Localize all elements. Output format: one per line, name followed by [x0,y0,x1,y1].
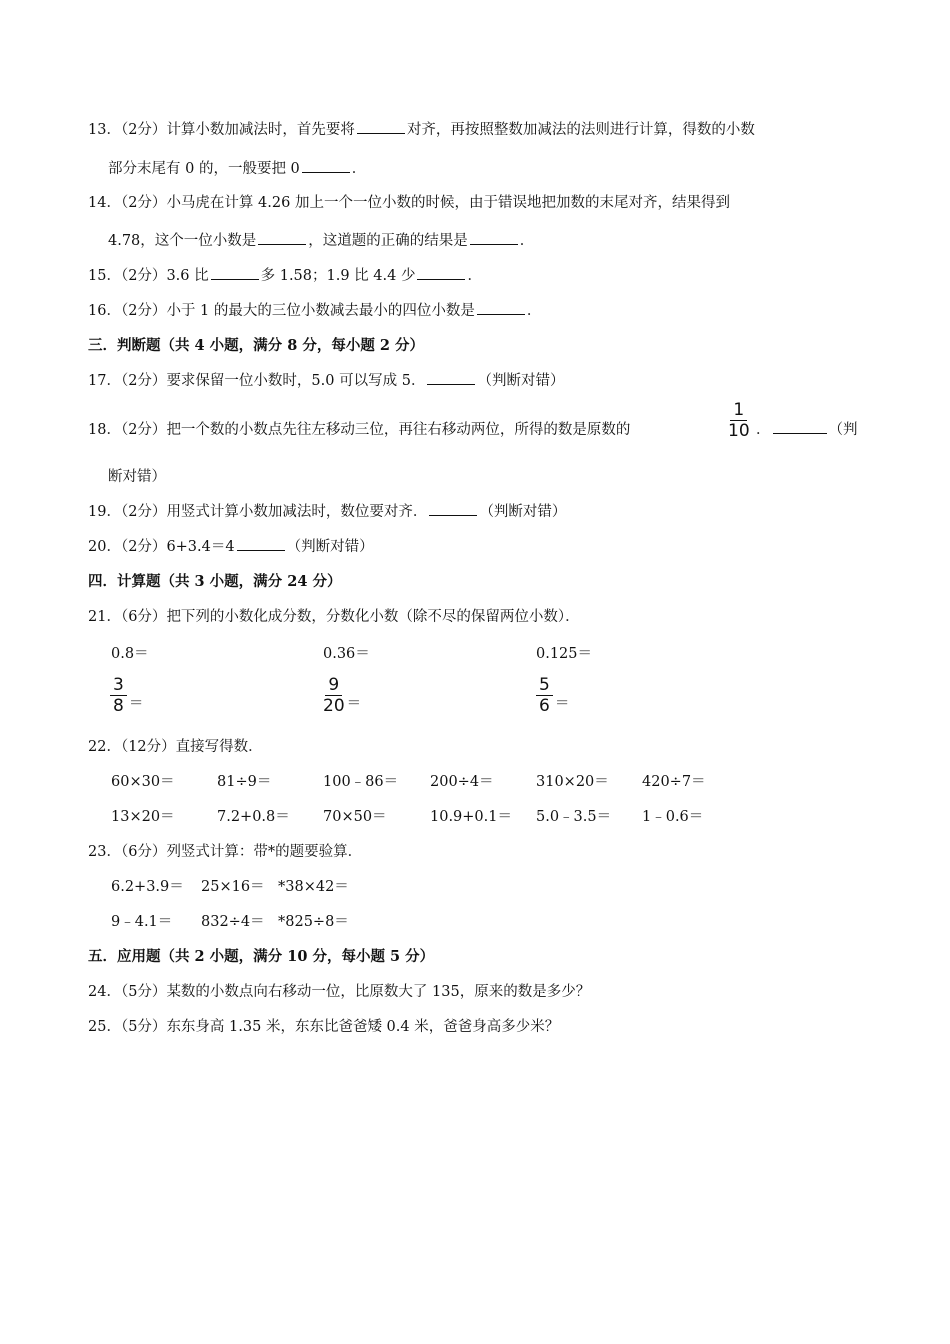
question-17 [88,369,564,390]
question-score: （2分） [120,504,167,520]
fraction-item [323,676,361,715]
answer-blank[interactable] [237,538,285,551]
question-text: 列竖式计算：带*的题要验算． [166,844,363,860]
question-text: ． [351,161,367,177]
question-score: （2分） [120,195,167,211]
question-number: 19． [88,504,121,520]
question-number: 25． [88,1019,121,1035]
answer-blank[interactable] [417,267,465,280]
vertical-calc-item: *38×42＝ [278,879,349,895]
question-number: 23． [88,844,121,860]
question-number: 16． [88,303,121,319]
question-15 [88,264,482,285]
question-text: （判断对错） [479,504,567,520]
question-score: （2分） [120,303,167,319]
question-text: ． [467,268,482,284]
equals-sign: ＝ [128,696,144,712]
fraction [536,676,553,715]
question-text: 某数的小数点向右移动一位，比原数大了 135，原来的数是多少？ [166,984,591,1000]
question-text: 断对错） [108,469,166,485]
vertical-calc-item: 25×16＝ [201,879,265,895]
calc-item: 81÷9＝ [217,774,272,790]
fraction-denominator: 8 [113,696,124,716]
section-heading-4: 四．计算题（共 3 小题，满分 24 分） [88,573,342,590]
question-score: （5分） [120,1019,167,1035]
question-number: 14． [88,195,121,211]
question-text: 对齐，再按照整数加减法的法则进行计算，得数的小数 [406,122,755,138]
question-18 [88,418,630,439]
fraction-denominator: 6 [539,696,550,716]
question-25 [88,1015,559,1036]
question-18-cont [108,465,166,486]
question-text: 要求保留一位小数时，5.0 可以写成 5． [166,373,426,389]
answer-blank[interactable] [302,160,350,173]
fraction-denominator: 20 [323,696,345,716]
question-number: 15． [88,268,121,284]
question-text: ． [756,422,771,438]
question-text: 把一个数的小数点先往左移动三位，再往右移动两位，所得的数是原数的 [166,422,631,438]
question-number: 13． [88,122,121,138]
question-score: （5分） [120,984,167,1000]
question-text: 计算小数加减法时，首先要将 [166,122,355,138]
fraction [323,676,345,715]
vertical-calc-item: 832÷4＝ [201,914,265,930]
question-number: 22． [88,739,121,755]
question-text: 小马虎在计算 4.26 加上一个一位小数的时候，由于错误地把加数的末尾对齐，结果得到 [166,195,730,211]
question-text: 把下列的小数化成分数，分数化小数（除不尽的保留两位小数）． [166,609,580,625]
question-text: ，这道题的正确的结果是 [308,233,468,249]
conversion-item: 0.8＝ [111,646,149,662]
section-heading-5: 五．应用题（共 2 小题，满分 10 分，每小题 5 分） [88,948,435,965]
question-number: 24． [88,984,121,1000]
question-number: 20． [88,539,121,555]
question-text: ． [526,303,542,319]
question-23 [88,840,362,861]
calc-item: 100﹣86＝ [323,774,399,790]
answer-blank[interactable] [427,372,475,385]
conversion-item: 0.125＝ [536,646,593,662]
question-text: 多 1.58；1.9 比 4.4 少 [260,268,416,284]
question-score: （12分） [120,739,176,755]
calc-item: 5.0﹣3.5＝ [536,809,612,825]
question-text: 直接写得数． [175,739,263,755]
calc-item: 200÷4＝ [430,774,494,790]
answer-blank[interactable] [357,121,405,134]
question-text: 东东身高 1.35 米，东东比爸爸矮 0.4 米，爸爸身高多少米？ [166,1019,560,1035]
question-score: （6分） [120,844,167,860]
question-22 [88,735,263,756]
fraction-numerator: 9 [325,676,342,696]
question-number: 21． [88,609,121,625]
fraction-one-tenth [728,401,750,440]
answer-blank[interactable] [773,421,827,434]
answer-blank[interactable] [429,503,477,516]
question-19 [88,500,566,521]
fraction-denominator: 10 [728,421,750,441]
calc-item: 13×20＝ [111,809,175,825]
answer-blank[interactable] [470,232,518,245]
calc-item: 70×50＝ [323,809,387,825]
calc-item: 7.2+0.8＝ [217,809,290,825]
fraction [110,676,127,715]
equals-sign: ＝ [554,696,570,712]
calc-item: 10.9+0.1＝ [430,809,512,825]
fraction-item [110,676,143,715]
question-text: （判 [828,422,858,438]
question-score: （2分） [120,268,167,284]
vertical-calc-item: 9﹣4.1＝ [111,914,173,930]
question-21 [88,605,580,626]
vertical-calc-item: 6.2+3.9＝ [111,879,184,895]
fraction-numerator: 1 [730,401,747,421]
calc-item: 1﹣0.6＝ [642,809,704,825]
question-20 [88,535,374,556]
calc-item: 420÷7＝ [642,774,706,790]
question-score: （2分） [120,122,167,138]
question-score: （2分） [120,422,167,438]
calc-item: 310×20＝ [536,774,609,790]
fraction-numerator: 5 [536,676,553,696]
section-heading-3: 三．判断题（共 4 小题，满分 8 分，每小题 2 分） [88,337,425,354]
question-text: 部分末尾有 0 的，一般要把 0 [108,161,300,177]
answer-blank[interactable] [258,232,306,245]
fraction-item [536,676,569,715]
question-text: 4.78，这个一位小数是 [108,233,257,249]
equals-sign: ＝ [346,696,362,712]
question-13-cont [108,157,366,178]
question-text: 3.6 比 [166,268,209,284]
question-13 [88,118,755,139]
question-number: 17． [88,373,121,389]
question-score: （2分） [120,539,167,555]
question-18-tail [756,418,858,439]
answer-blank[interactable] [477,302,525,315]
question-text: 6+3.4＝4 [166,539,235,555]
question-number: 18． [88,422,121,438]
question-text: 用竖式计算小数加减法时，数位要对齐． [166,504,428,520]
question-text: （判断对错） [286,539,374,555]
question-24 [88,980,590,1001]
question-text: 小于 1 的最大的三位小数减去最小的四位小数是 [166,303,475,319]
question-text: （判断对错） [477,373,565,389]
vertical-calc-item: *825÷8＝ [278,914,349,930]
question-score: （2分） [120,373,167,389]
question-score: （6分） [120,609,167,625]
question-14 [88,191,730,212]
question-text: ． [519,233,535,249]
question-14-cont [108,229,534,250]
conversion-item: 0.36＝ [323,646,370,662]
answer-blank[interactable] [211,267,259,280]
fraction-numerator: 3 [110,676,127,696]
calc-item: 60×30＝ [111,774,175,790]
question-16 [88,299,541,320]
